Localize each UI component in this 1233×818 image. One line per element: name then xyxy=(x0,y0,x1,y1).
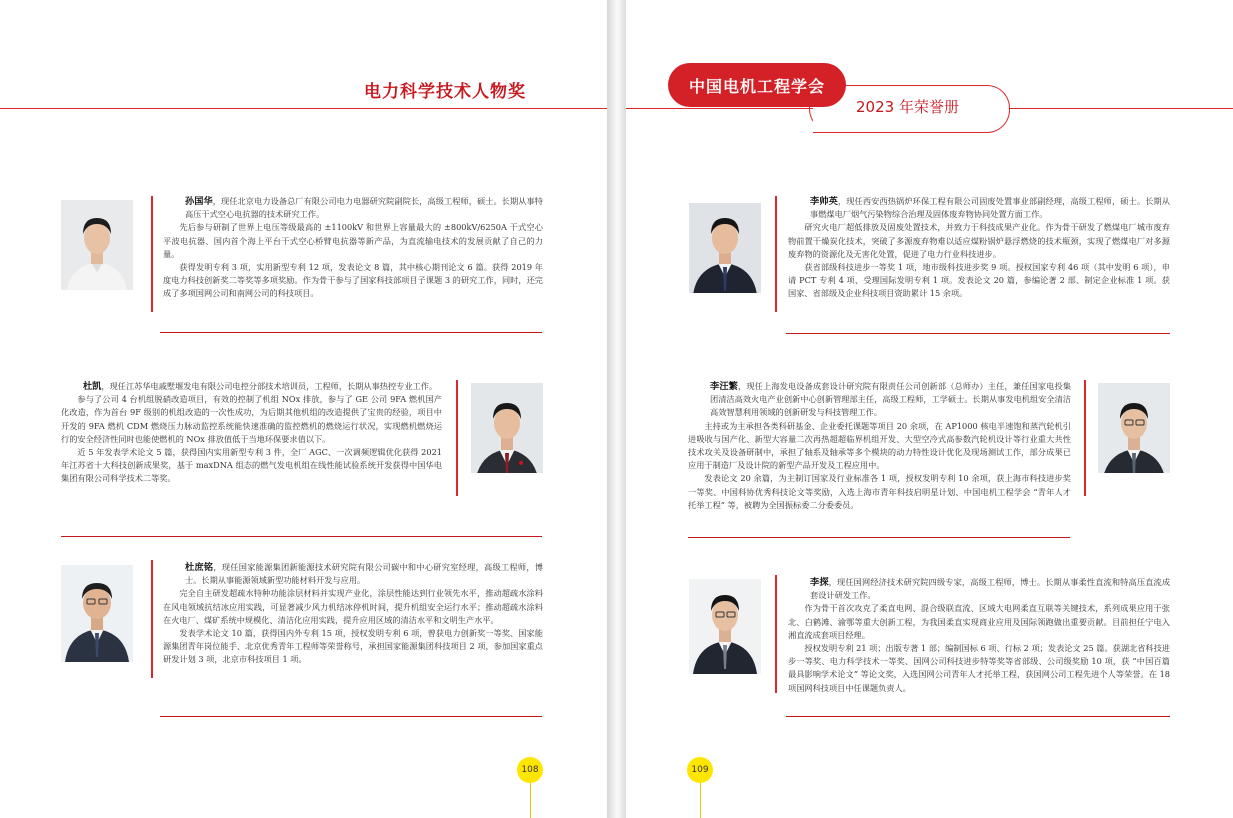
portrait-photo xyxy=(689,203,761,293)
year-title: 2023 年荣誉册 xyxy=(856,98,959,116)
person-name: 杜庶铭 xyxy=(185,562,214,573)
page-number-stem xyxy=(700,783,701,818)
entry-accent-bar xyxy=(151,196,153,312)
portrait-photo xyxy=(689,579,761,674)
org-name-badge: 中国电机工程学会 xyxy=(668,63,846,107)
entry-separator xyxy=(786,333,1170,334)
person-name: 杜凯 xyxy=(83,381,102,392)
entry-accent-bar xyxy=(1084,380,1086,496)
bio-text: 孙国华，现任北京电力设备总厂有限公司电力电器研究院副院长，高级工程师，硕士。长期从事特高压干式空心电抗器的技术研究工作。 先后参与研制了世界上电压等级最高的 ±1100kV 和世界上容量最大的 ±800kV/6250A 干式空心平波电抗器、国内首个海上平台干式空心桥臂电抗器等新产品，为直流输电技术的发展贡献了自己的力量。 获得发明专利 3 项，实用新型专利 12 项，发表论文 8 篇，其中核心期刊论文 6 篇。获得 2019 年度电力科技创新奖二等奖等多项奖励。作为骨干参与了国家科技部项目子课题 3 的研究工作，同时，还完成了多项国网公司和南网公司的科技项目。 xyxy=(163,196,543,299)
portrait-photo xyxy=(61,565,133,662)
portrait-photo xyxy=(1098,383,1170,473)
portrait-photo xyxy=(471,383,543,473)
portrait-photo xyxy=(61,200,133,290)
person-name: 李帅英 xyxy=(810,196,838,207)
person-name: 孙国华 xyxy=(185,196,213,207)
entry-separator xyxy=(160,332,542,333)
entry-accent-bar xyxy=(456,380,458,496)
page-number-stem xyxy=(530,783,531,818)
bio-text: 李帅英，现任西安西热锅炉环保工程有限公司固废处置事业部副经理，高级工程师，硕士。长期从事燃煤电厂烟气污染物综合治理及固体废弃物协同处置方面工作。 研究火电厂超低排放及固废处置技术，并致力于科技成果产业化。作为骨干研发了燃煤电厂城市废弃物前置干燥炭化技术，突破了多源废弃物难以适应煤粉锅炉悬浮燃烧的技术瓶颈，实现了燃煤电厂对多源废弃物的资源化及无害化处置，促进了电力行业科技进步。 获省部级科技进步一等奖 1 项，地市级科技进步奖 9 项。授权国家专利 46 项（其中发明 6 项），申请 PCT 专利 4 项、受理国际发明专利 1 项。发表论文 20 篇，参编论著 2 部、制定企业标准 1 项。获国家、省部级及企业科技项目资助累计 15 余项。 xyxy=(788,196,1170,299)
entry-accent-bar xyxy=(775,575,777,693)
bio-text: 杜凯，现任江苏华电戚墅堰发电有限公司电控分部技术培训员，工程师，长期从事热控专业工作。 参与了公司 4 台机组脱硝改造项目，有效的控制了机组 NOx 排放，参与了 GE 公司 9FA 燃机国产化改造，作为首台 9F 级别的机组改造的一次性成功，为后期其他机组的改造提供了宝贵的经验，项目中开发的 9FA 燃机 CDM 燃烧压力脉动监控系统能快速准确的监控燃机的燃烧运行状况，实现燃机燃烧运行的安全经济性同时也能使燃机的 NOx 排放值低于当地环保要求值以下。 近 5 年发表学术论文 5 篇，获得国内实用新型专利 3 件，全厂 AGC、一次调频逻辑优化获得 2021 年江苏省十大科技创新成果奖，基于 maxDNA 组态的燃气发电机组在线性能试验系统开发获得中国华电集团有限公司科学技术二等奖。 xyxy=(61,381,442,484)
section-title: 电力科学技术人物奖 xyxy=(364,82,526,102)
entry-accent-bar xyxy=(775,196,777,312)
header-rule xyxy=(0,108,607,109)
person-name: 李汪繁 xyxy=(710,381,738,392)
bio-text: 李探，现任国网经济技术研究院四级专家，高级工程师，博士。长期从事柔性直流和特高压直流成套设计研发工作。 作为骨干首次攻克了柔直电网、混合级联直流、区域大电网柔直互联等关键技术，系列成果应用于张北、白鹤滩、渝鄂等重大创新工程，为我国柔直实现商业应用及国际领跑做出重要贡献。目前担任宁电入湘直流成套项目经理。 授权发明专利 21 项；出版专著 1 部；编制国标 6 项、行标 2 项；发表论文 25 篇。获湖北省科技进步一等奖、电力科学技术一等奖、国网公司科技进步特等奖等省部级、公司级奖励 10 项，获 “中国百篇最具影响学术论文” 等论文奖，入选国网公司青年人才托举工程，获国网公司工程先进个人等荣誉。在 18 项国网科技项目中任课题负责人。 xyxy=(788,577,1171,693)
entry-separator xyxy=(688,537,1070,538)
person-name: 李探 xyxy=(810,577,829,588)
bio-text: 李汪繁，现任上海发电设备成套设计研究院有限责任公司创新部（总师办）主任，兼任国家电投集团清洁高效火电产业创新中心创新管理部主任，高级工程师，工学硕士。长期从事发电机组安全清洁高效智慧利用领域的创新研发与科技管理工作。 主持或为主承担各类科研基金、企业委托课题等项目 20 余项，在 AP1000 核电半速饱和蒸汽轮机引进吸收与国产化、新型大容量二次再热超超临界机组开发、大型空冷式高参数汽轮机设计等行业重大共性技术攻关及设备研制中，承担了轴系及轴承等多个模块的动力特性设计优化及现场测试工作，部分成果已应用于制造厂及设计院的新型产品开发及工程应用中。 发表论文 20 余篇，为主制订国家及行业标准各 1 项，授权发明专利 10 余项，获上海市科技进步奖一等奖、中国科协优秀科技论文等奖励，入选上海市青年科技启明星计划、中国电机工程学会 “青年人才托举工程” 等，被聘为全国振标委二分委委员。 xyxy=(688,381,1072,510)
entry-separator xyxy=(160,716,542,717)
bio-text: 杜庶铭，现任国家能源集团新能源技术研究院有限公司碳中和中心研究室经理，高级工程师，博士。长期从事能源领域新型功能材料开发与应用。 完全自主研发超疏水特种功能涂层材料并实现产业化，涂层性能达到行业领先水平，推动超疏水涂料在风电领域抗结冰应用实践，可显著减少风力机结冰停机时间，提升机组安全运行水平；推动超疏水涂料在火电厂、煤矿系统中规模化、清洁化应用实践，提升应用区域的清洁水平和文明生产水平。 发表学术论文 10 篇，获得国内外专利 15 项，授权发明专利 6 项，曾获电力创新奖一等奖、国家能源集团青年岗位能手、北京优秀青年工程师等荣誉称号，承担国家能源集团科技项目 2 项，参加国家重点研发计划 3 项，北京市科技项目 1 项。 xyxy=(163,562,544,665)
page-number: 109 xyxy=(687,757,713,783)
left-page xyxy=(0,0,607,818)
book-gutter xyxy=(607,0,626,818)
entry-accent-bar xyxy=(151,560,153,678)
page-number: 108 xyxy=(517,757,543,783)
right-page xyxy=(626,0,1233,818)
entry-separator xyxy=(61,536,542,537)
entry-separator xyxy=(786,716,1170,717)
